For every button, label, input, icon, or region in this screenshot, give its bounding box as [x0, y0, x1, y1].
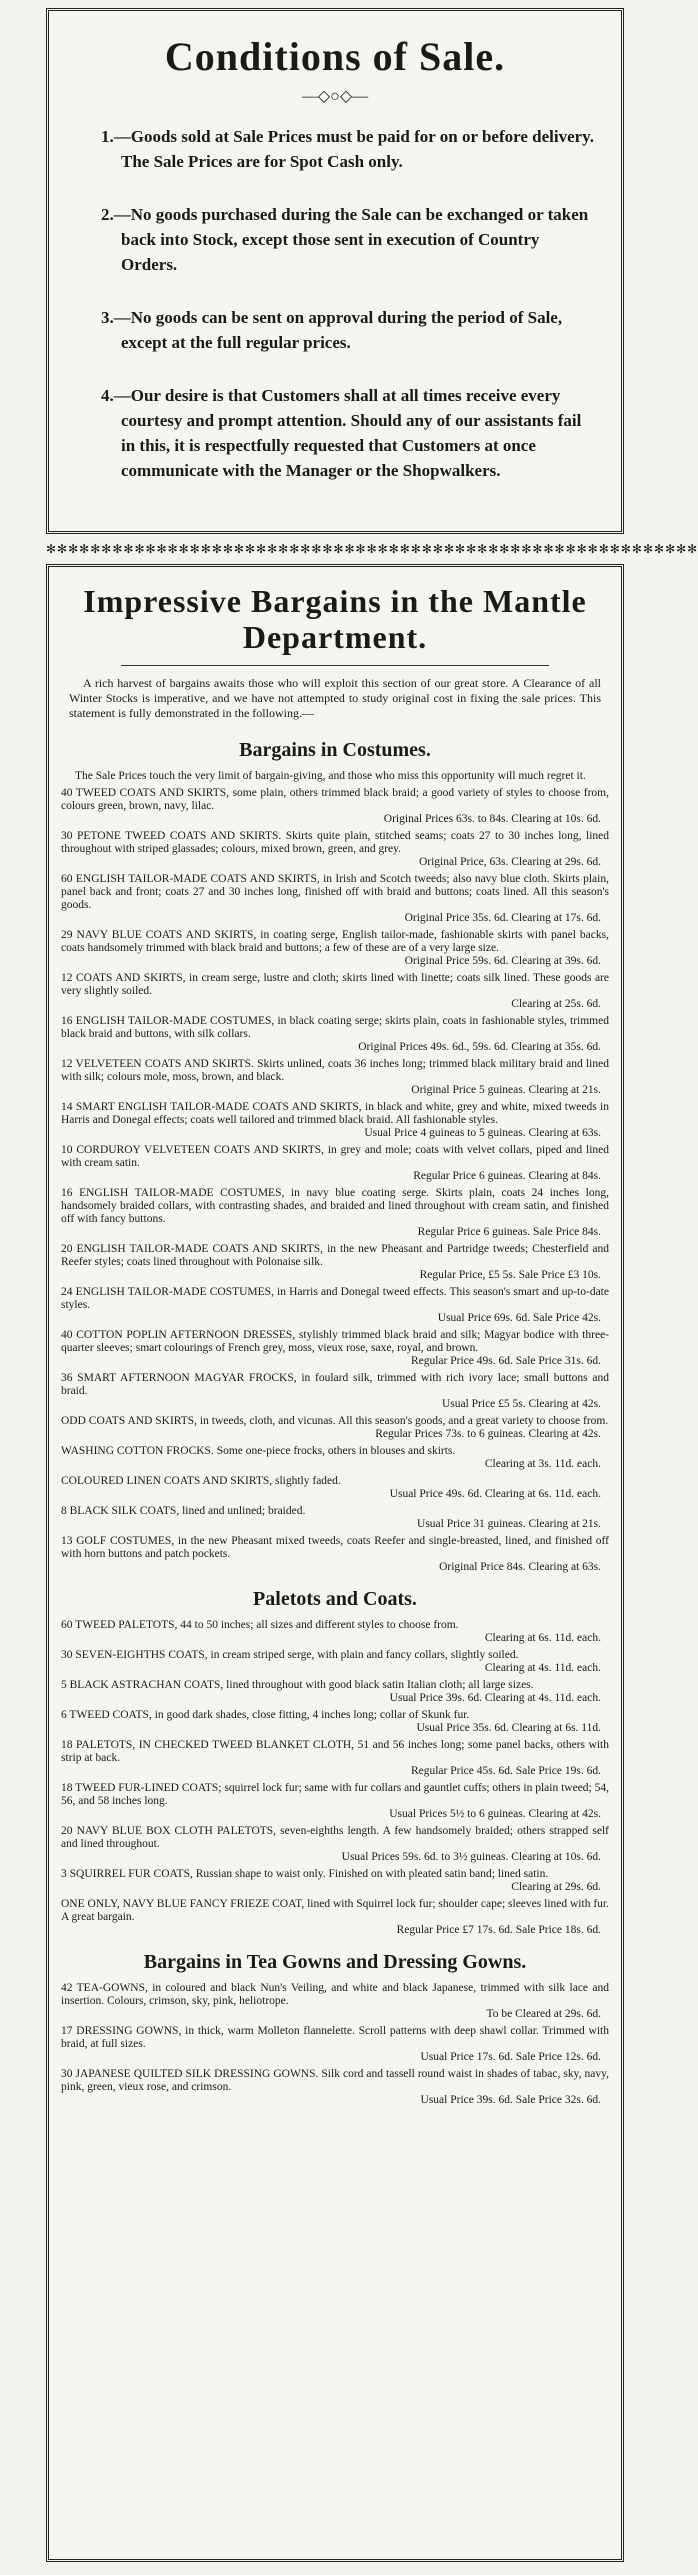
- mantle-headline: Impressive Bargains in the Mantle Department.: [83, 583, 587, 655]
- item-description: 5 BLACK ASTRACHAN COATS, lined throughout with good black satin Italian cloth; all large sizes.: [61, 1679, 534, 1691]
- item-description: 17 DRESSING GOWNS, in thick, warm Molleton flannelette. Scroll patterns with deep shawl collar. Trimmed with braid, at full sizes.: [61, 2025, 609, 2050]
- item-price: Clearing at 25s. 6d.: [511, 998, 601, 1010]
- item-description: 36 SMART AFTERNOON MAGYAR FROCKS, in foulard silk, trimmed with rich ivory lace; small buttons and braid.: [61, 1372, 609, 1397]
- item-description: ODD COATS AND SKIRTS, in tweeds, cloth, and vicunas. All this season's goods, and a great variety to choose from.: [61, 1415, 609, 1427]
- item-description: 16 ENGLISH TAILOR-MADE COSTUMES, in black coating serge; skirts plain, coats in fashionable styles, trimmed black braid and buttons, with silk collars.: [61, 1015, 609, 1040]
- item-price: Regular Price 49s. 6d. Sale Price 31s. 6d.: [410, 1355, 601, 1367]
- section-heading: Bargains in Tea Gowns and Dressing Gowns.: [143, 1951, 527, 1973]
- bargain-item: [61, 972, 609, 1011]
- item-price: To be Cleared at 29s. 6d.: [486, 2008, 601, 2020]
- condition-4: 4.—Our desire is that Customers shall at all times receive every courtesy and prompt attention. Should any of our assistants fail in this, it is respectfully requested that Customers at once communicate with the Manager or the Shopwalkers.: [101, 386, 582, 480]
- item-price: Original Price 84s. Clearing at 63s.: [439, 1561, 601, 1573]
- bargain-item: [61, 1015, 609, 1054]
- item-description: 16 ENGLISH TAILOR-MADE COSTUMES, in navy blue coating serge. Skirts plain, coats 24 inches long, handsomely braided collars, with contrasting shades, and braided and lined throughout with cream satin, and finished off with fancy buttons.: [61, 1187, 609, 1225]
- conditions-box: [46, 8, 624, 534]
- bargain-item: [61, 1286, 609, 1325]
- item-description: 18 TWEED FUR-LINED COATS; squirrel lock fur; same with fur collars and gauntlet cuffs; others in plain tweed; 54, 56, and 58 inches long.: [61, 1782, 609, 1807]
- bargain-item: [61, 873, 609, 925]
- item-price: Usual Price 4 guineas to 5 guineas. Clearing at 63s.: [364, 1127, 601, 1139]
- item-price: Regular Price £7 17s. 6d. Sale Price 18s. 6d.: [396, 1924, 601, 1936]
- condition-2: 2.—No goods purchased during the Sale can be exchanged or taken back into Stock, except those sent in execution of Country Orders.: [101, 205, 589, 274]
- bargain-item: [61, 1187, 609, 1239]
- item-price: Usual Price 39s. 6d. Sale Price 32s. 6d.: [420, 2094, 601, 2106]
- bargain-item: [61, 1144, 609, 1183]
- item-description: 42 TEA-GOWNS, in coloured and black Nun's Veiling, and white and black Japanese, trimmed with silk lace and insertion. Colours, crimson, sky, pink, heliotrope.: [61, 1982, 609, 2007]
- mantle-department-box: [46, 564, 624, 2562]
- item-description: 40 COTTON POPLIN AFTERNOON DRESSES, stylishly trimmed black braid and silk; Magyar bodice with three-quarter sleeves; smart colourings of French grey, moss, vieux rose, saxe, royal, and brown.: [61, 1329, 609, 1354]
- bargain-item: [61, 1982, 609, 2021]
- item-description: 24 ENGLISH TAILOR-MADE COSTUMES, in Harris and Donegal tweed effects. This season's smart and up-to-date styles.: [61, 1286, 609, 1311]
- bargain-item: [61, 1058, 609, 1097]
- item-description: 8 BLACK SILK COATS, lined and unlined; braided.: [61, 1505, 306, 1517]
- item-price: Original Price, 63s. Clearing at 29s. 6d.: [418, 856, 601, 868]
- item-price: Original Price 59s. 6d. Clearing at 39s. 6d.: [404, 955, 601, 967]
- bargain-item: [61, 1101, 609, 1140]
- item-description: 30 SEVEN-EIGHTHS COATS, in cream striped serge, with plain and fancy collars, slightly soiled.: [61, 1649, 519, 1661]
- bargain-item: [61, 2068, 609, 2107]
- bargain-item: [61, 1372, 609, 1411]
- bargain-item: [61, 929, 609, 968]
- bargain-item: [61, 1679, 609, 1705]
- condition-1: 1.—Goods sold at Sale Prices must be paid for on or before delivery. The Sale Prices are for Spot Cash only.: [101, 127, 594, 171]
- item-description: WASHING COTTON FROCKS. Some one-piece frocks, others in blouses and skirts.: [61, 1445, 456, 1457]
- item-description: 60 ENGLISH TAILOR-MADE COATS AND SKIRTS, in Irish and Scotch tweeds; also navy blue cloth. Skirts plain, panel back and front; coats 27 and 30 inches long, finished off with braid and buttons; coats lined. All this season's goods.: [61, 873, 609, 911]
- bargain-item: [61, 1475, 609, 1501]
- item-description: 10 CORDUROY VELVETEEN COATS AND SKIRTS, in grey and mole; coats with velvet collars, piped and lined with cream satin.: [61, 1144, 609, 1169]
- item-description: 20 ENGLISH TAILOR-MADE COATS AND SKIRTS, in the new Pheasant and Partridge tweeds; Chesterfield and Reefer styles; coats lined throughout with Polonaise silk.: [61, 1243, 609, 1268]
- item-price: Usual Price 35s. 6d. Clearing at 6s. 11d.: [416, 1722, 601, 1734]
- item-description: 30 PETONE TWEED COATS AND SKIRTS. Skirts quite plain, stitched seams; coats 27 to 30 inches long, lined throughout with striped glassades; colours, mixed brown, green, and grey.: [61, 830, 609, 855]
- item-price: Regular Price 6 guineas. Clearing at 84s.: [413, 1170, 601, 1182]
- item-description: 20 NAVY BLUE BOX CLOTH PALETOTS, seven-eighths length. A few handsomely braided; others strapped self and lined throughout.: [61, 1825, 609, 1850]
- item-price: Original Price 5 guineas. Clearing at 21s.: [411, 1084, 601, 1096]
- section-heading: Bargains in Costumes.: [239, 739, 431, 761]
- bargain-item: [61, 1415, 609, 1441]
- item-description: ONE ONLY, NAVY BLUE FANCY FRIEZE COAT, lined with Squirrel lock fur; shoulder cape; sleeves lined with fur. A great bargain.: [61, 1898, 609, 1923]
- item-price: Usual Price 69s. 6d. Sale Price 42s.: [437, 1312, 601, 1324]
- bargain-item: [61, 1649, 609, 1675]
- bargain-item: [61, 1898, 609, 1937]
- bargain-item: [61, 1739, 609, 1778]
- item-price: Clearing at 6s. 11d. each.: [484, 1632, 601, 1644]
- item-description: 18 PALETOTS, IN CHECKED TWEED BLANKET CLOTH, 51 and 56 inches long; some panel backs, others with strip at back.: [61, 1739, 609, 1764]
- flourish-ornament: —◇○◇—: [301, 88, 369, 105]
- bargain-item: [61, 1505, 609, 1531]
- item-price: Clearing at 29s. 6d.: [511, 1881, 601, 1893]
- item-description: 30 JAPANESE QUILTED SILK DRESSING GOWNS. Silk cord and tassell round waist in shades of tabac, sky, navy, pink, green, vieux rose, and crimson.: [61, 2068, 609, 2093]
- bargain-item: [61, 1329, 609, 1368]
- bargain-item: [61, 1619, 609, 1645]
- item-price: Original Prices 63s. to 84s. Clearing at 10s. 6d.: [383, 813, 601, 825]
- item-price: Usual Price £5 5s. Clearing at 42s.: [441, 1398, 601, 1410]
- section-lead: The Sale Prices touch the very limit of bargain-giving, and those who miss this opportunity will much regret it.: [75, 770, 586, 782]
- item-price: Usual Price 39s. 6d. Clearing at 4s. 11d. each.: [389, 1692, 601, 1704]
- item-price: Regular Price 45s. 6d. Sale Price 19s. 6d.: [410, 1765, 601, 1777]
- bargain-item: [61, 1825, 609, 1864]
- item-price: Usual Prices 5½ to 6 guineas. Clearing at 42s.: [389, 1808, 601, 1820]
- item-description: 14 SMART ENGLISH TAILOR-MADE COATS AND SKIRTS, in black and white, grey and white, mixed tweeds in Harris and Donegal effects; coats well tailored and trimmed black braid. All fashionable styles.: [61, 1101, 609, 1126]
- bargain-item: [61, 1868, 609, 1894]
- item-price: Usual Price 17s. 6d. Sale Price 12s. 6d.: [420, 2051, 601, 2063]
- item-description: 40 TWEED COATS AND SKIRTS, some plain, others trimmed black braid; a good variety of styles to choose from, colours green, brown, navy, lilac.: [61, 787, 609, 812]
- bargain-sections: [61, 739, 609, 2107]
- condition-3: 3.—No goods can be sent on approval during the period of Sale, except at the full regular prices.: [101, 308, 563, 352]
- item-price: Original Price 35s. 6d. Clearing at 17s. 6d.: [404, 912, 601, 924]
- item-description: 12 VELVETEEN COATS AND SKIRTS. Skirts unlined, coats 36 inches long; trimmed black military braid and lined with silk; colours mole, moss, brown, and black.: [61, 1058, 609, 1083]
- item-price: Usual Price 31 guineas. Clearing at 21s.: [417, 1518, 601, 1530]
- star-divider: ✻✻✻✻✻✻✻✻✻✻✻✻✻✻✻✻✻✻✻✻✻✻✻✻✻✻✻✻✻✻✻✻✻✻✻✻✻✻✻✻✻✻✻✻✻✻✻✻✻✻✻✻✻✻✻✻✻✻✻: [46, 542, 698, 556]
- item-description: 60 TWEED PALETOTS, 44 to 50 inches; all sizes and different styles to choose from.: [61, 1619, 459, 1631]
- item-description: 12 COATS AND SKIRTS, in cream serge, lustre and cloth; skirts lined with linette; coats silk lined. These goods are very slightly soiled.: [61, 972, 609, 997]
- item-description: COLOURED LINEN COATS AND SKIRTS, slightly faded.: [61, 1475, 341, 1487]
- bargain-item: [61, 1782, 609, 1821]
- item-price: Regular Price 6 guineas. Sale Price 84s.: [417, 1226, 601, 1238]
- item-price: Usual Prices 59s. 6d. to 3½ guineas. Clearing at 10s. 6d.: [341, 1851, 601, 1863]
- item-description: 6 TWEED COATS, in good dark shades, close fitting, 4 inches long; collar of Skunk fur.: [61, 1709, 470, 1721]
- bargain-item: [61, 1709, 609, 1735]
- bargain-item: [61, 1535, 609, 1574]
- item-description: 29 NAVY BLUE COATS AND SKIRTS, in coating serge, English tailor-made, fashionable skirts with panel backs, coats handsomely trimmed with black braid and buttons; a few of these are of a very large size.: [61, 929, 609, 954]
- headline-rule: [121, 665, 549, 666]
- item-price: Regular Price, £5 5s. Sale Price £3 10s.: [419, 1269, 601, 1281]
- item-description: 13 GOLF COSTUMES, in the new Pheasant mixed tweeds, coats Reefer and single-breasted, lined, and finished off with horn buttons and patch pockets.: [61, 1535, 609, 1560]
- item-price: Regular Prices 73s. to 6 guineas. Clearing at 42s.: [375, 1428, 601, 1440]
- item-price: Original Prices 49s. 6d., 59s. 6d. Clearing at 35s. 6d.: [358, 1041, 601, 1053]
- bargain-item: [61, 1445, 609, 1471]
- mantle-intro: A rich harvest of bargains awaits those who will exploit this section of our great store. A Clearance of all Winter Stocks is imperative, and we have not attempted to study original cost in fixing the sale prices. This statement is fully demonstrated in the following.—: [69, 676, 601, 720]
- bargain-item: [61, 787, 609, 826]
- bargain-item: [61, 830, 609, 869]
- item-price: Usual Price 49s. 6d. Clearing at 6s. 11d. each.: [389, 1488, 601, 1500]
- item-price: Clearing at 3s. 11d. each.: [484, 1458, 601, 1470]
- item-description: 3 SQUIRREL FUR COATS, Russian shape to waist only. Finished on with pleated satin band; lined satin.: [61, 1868, 549, 1880]
- conditions-title: Conditions of Sale.: [164, 34, 506, 79]
- bargain-item: [61, 2025, 609, 2064]
- item-price: Clearing at 4s. 11d. each.: [484, 1662, 601, 1674]
- section-heading: Paletots and Coats.: [253, 1588, 417, 1610]
- bargain-item: [61, 1243, 609, 1282]
